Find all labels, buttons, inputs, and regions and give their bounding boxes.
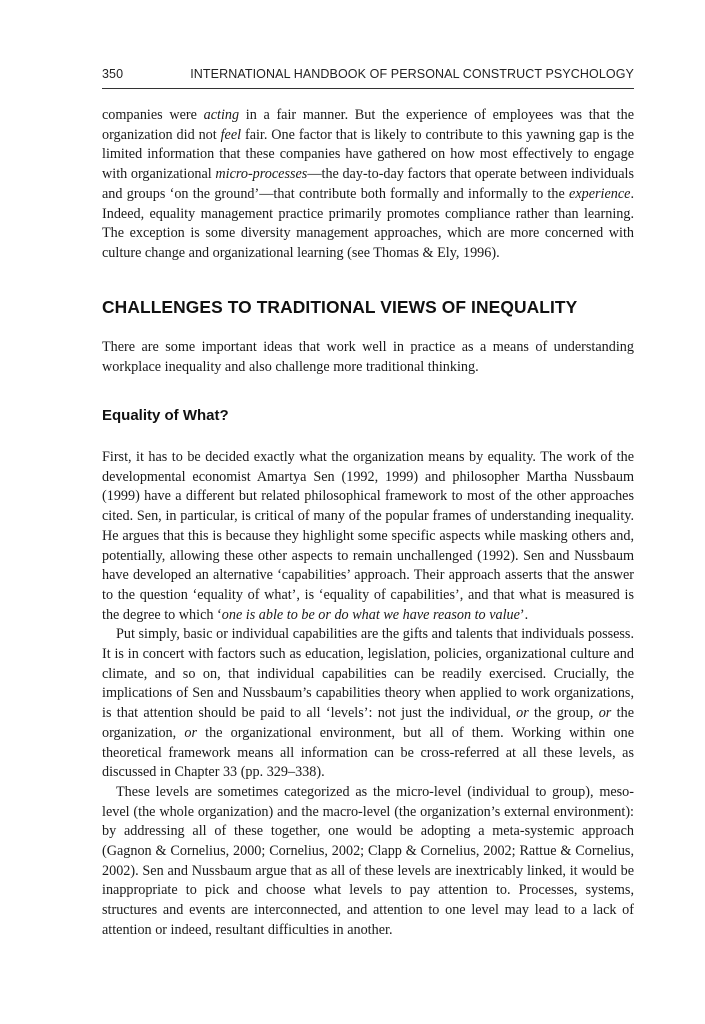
running-header <box>102 67 634 87</box>
subsection-heading: Equality of What? <box>102 407 229 424</box>
running-title: INTERNATIONAL HANDBOOK OF PERSONAL CONSTRUCT PSYCHOLOGY <box>190 67 634 81</box>
paragraph-2: There are some important ideas that work well in practice as a means of understanding workplace inequality and also challenge more traditional thinking. <box>102 339 634 375</box>
section-heading: CHALLENGES TO TRADITIONAL VIEWS OF INEQUALITY <box>102 297 578 317</box>
paragraph-5: These levels are sometimes categorized as the micro-level (individual to group), meso-level (the whole organization) and the macro-level (the organization’s external environment): by addressing all of these together, one would be adopting a meta-systemic approach (Gagnon & Cornelius, 2000; Cornelius, 2002; Clapp & Cornelius, 2002; Rattue & Cornelius, 2002). Sen and Nussbaum argue that as all of these levels are inextricably linked, it would be inappropriate to pick and choose what levels to pay attention to. Processes, systems, structures and events are interconnected, and attention to one level may lead to a lack of attention or indeed, resultant difficulties in another. <box>102 783 634 938</box>
paragraph-4: Put simply, basic or individual capabilities are the gifts and talents that individuals possess. It is in concert with factors such as education, legislation, policies, organizational culture and climate, and so on, that individual capabilities can be readily exercised. Crucially, the implications of Sen and Nussbaum’s capabilities theory when applied to work organizations, is that attention should be paid to all ‘levels’: not just the individual, or the group, or the organization, or the organizational environment, but all of them. Working within one theoretical framework means all information can be cross-referred at all these levels, as discussed in Chapter 33 (pp. 329–338). <box>102 626 634 781</box>
paragraph-1: companies were acting in a fair manner. But the experience of employees was that the organization did not feel fair. One factor that is likely to contribute to this yawning gap is the limited information that these companies have gathered on how most effectively to engage with organizational micro-processes—the day-to-day factors that operate between individuals and groups ‘on the ground’—that contribute both formally and informally to the experience. Indeed, equality management practice primarily promotes compliance rather than learning. The exception is some diversity management approaches, which are more concerned with culture change and organizational learning (see Thomas & Ely, 1996). <box>102 107 634 261</box>
subsection-body <box>102 448 634 941</box>
paragraph-3: First, it has to be decided exactly what the organization means by equality. The work of the developmental economist Amartya Sen (1992, 1999) and philosopher Martha Nussbaum (1999) have a different but related philosophical framework to most of the other approaches cited. Sen, in particular, is critical of many of the popular frames of understanding inequality. He argues that this is because they highlight some specific aspects while masking others and, potentially, allowing these other aspects to remain unchallenged (1992). Sen and Nussbaum have developed an alternative ‘capabilities’ approach. Their approach asserts that the answer to the question ‘equality of what’, is ‘equality of capabilities’, and that what is measured is the degree to which ‘one is able to be or do what we have reason to value’. <box>102 449 634 623</box>
paragraph-2-block <box>102 338 634 377</box>
page-number: 350 <box>102 67 124 81</box>
paragraph-1-block <box>102 106 634 264</box>
header-rule <box>102 88 634 89</box>
